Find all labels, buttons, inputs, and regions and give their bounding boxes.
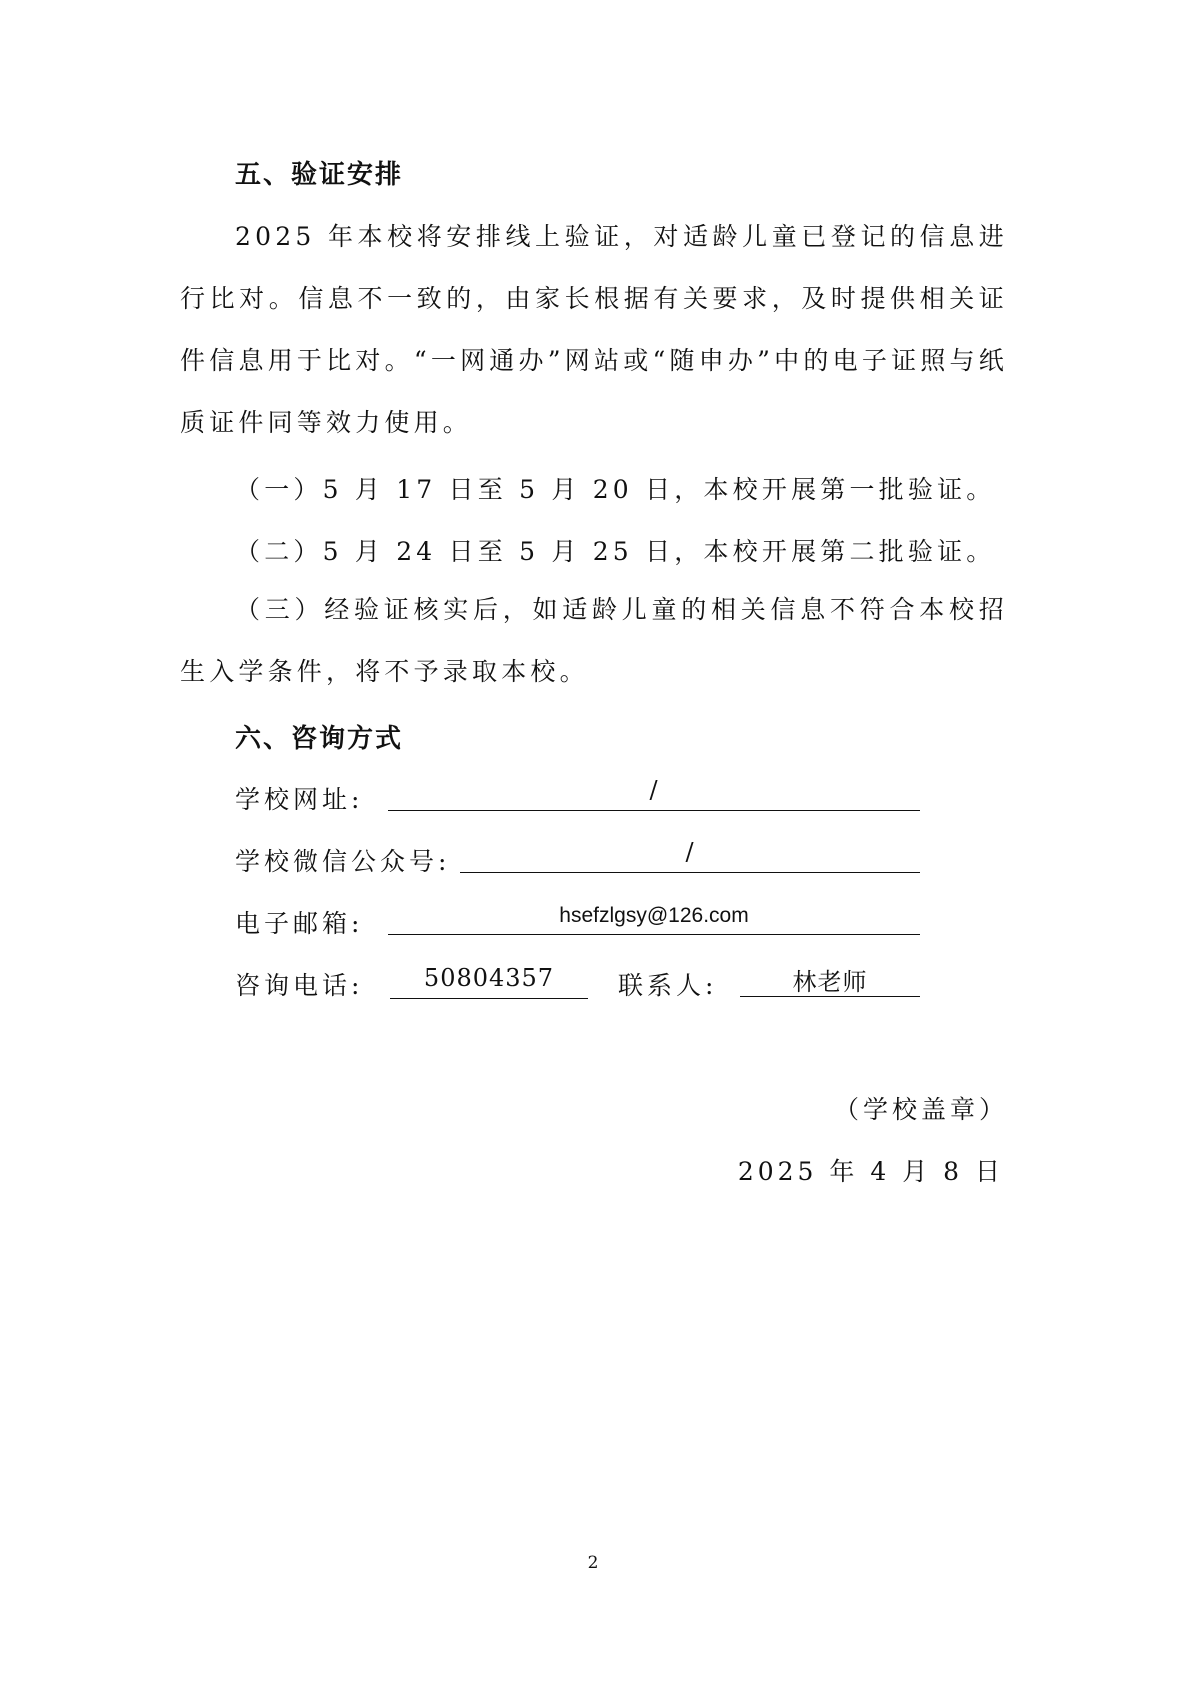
- email-label: 电子邮箱:: [235, 909, 364, 938]
- school-seal-note: （学校盖章）: [833, 1095, 1008, 1124]
- website-label: 学校网址:: [235, 785, 364, 814]
- section-heading-verification: 五、验证安排: [235, 160, 404, 190]
- wechat-field: [460, 838, 920, 873]
- website-field: [388, 776, 920, 811]
- verification-item-3: （三）经验证核实后，如适龄儿童的相关信息不符合本校招生入学条件，将不予录取本校。: [180, 595, 1008, 686]
- contact-value: 林老师: [792, 968, 868, 996]
- document-date: 2025 年 4 月 8 日: [737, 1157, 1004, 1186]
- verification-item-2: （二）5 月 24 日至 5 月 25 日，本校开展第二批验证。: [235, 537, 996, 566]
- phone-label: 咨询电话:: [235, 971, 364, 1000]
- section-heading-contact: 六、咨询方式: [235, 724, 404, 754]
- contact-label: 联系人:: [618, 971, 718, 1000]
- wechat-value: /: [685, 838, 695, 866]
- contact-field: [740, 962, 920, 997]
- verification-intro-paragraph: 2025 年本校将安排线上验证，对适龄儿童已登记的信息进行比对。信息不一致的，由家长根据有关要求，及时提供相关证件信息用于比对。“一网通办”网站或“随申办”中的电子证照与纸质证件同等效力使用。: [180, 222, 1008, 437]
- website-value: /: [649, 776, 659, 804]
- page-number: 2: [587, 1553, 599, 1573]
- verification-item-1: （一）5 月 17 日至 5 月 20 日，本校开展第一批验证。: [235, 475, 996, 504]
- phone-value: 50804357: [423, 964, 555, 992]
- phone-field: [390, 964, 588, 999]
- wechat-label: 学校微信公众号:: [235, 847, 451, 876]
- email-value: hsefzlgsy@126.com: [559, 904, 749, 927]
- email-field: [388, 900, 920, 935]
